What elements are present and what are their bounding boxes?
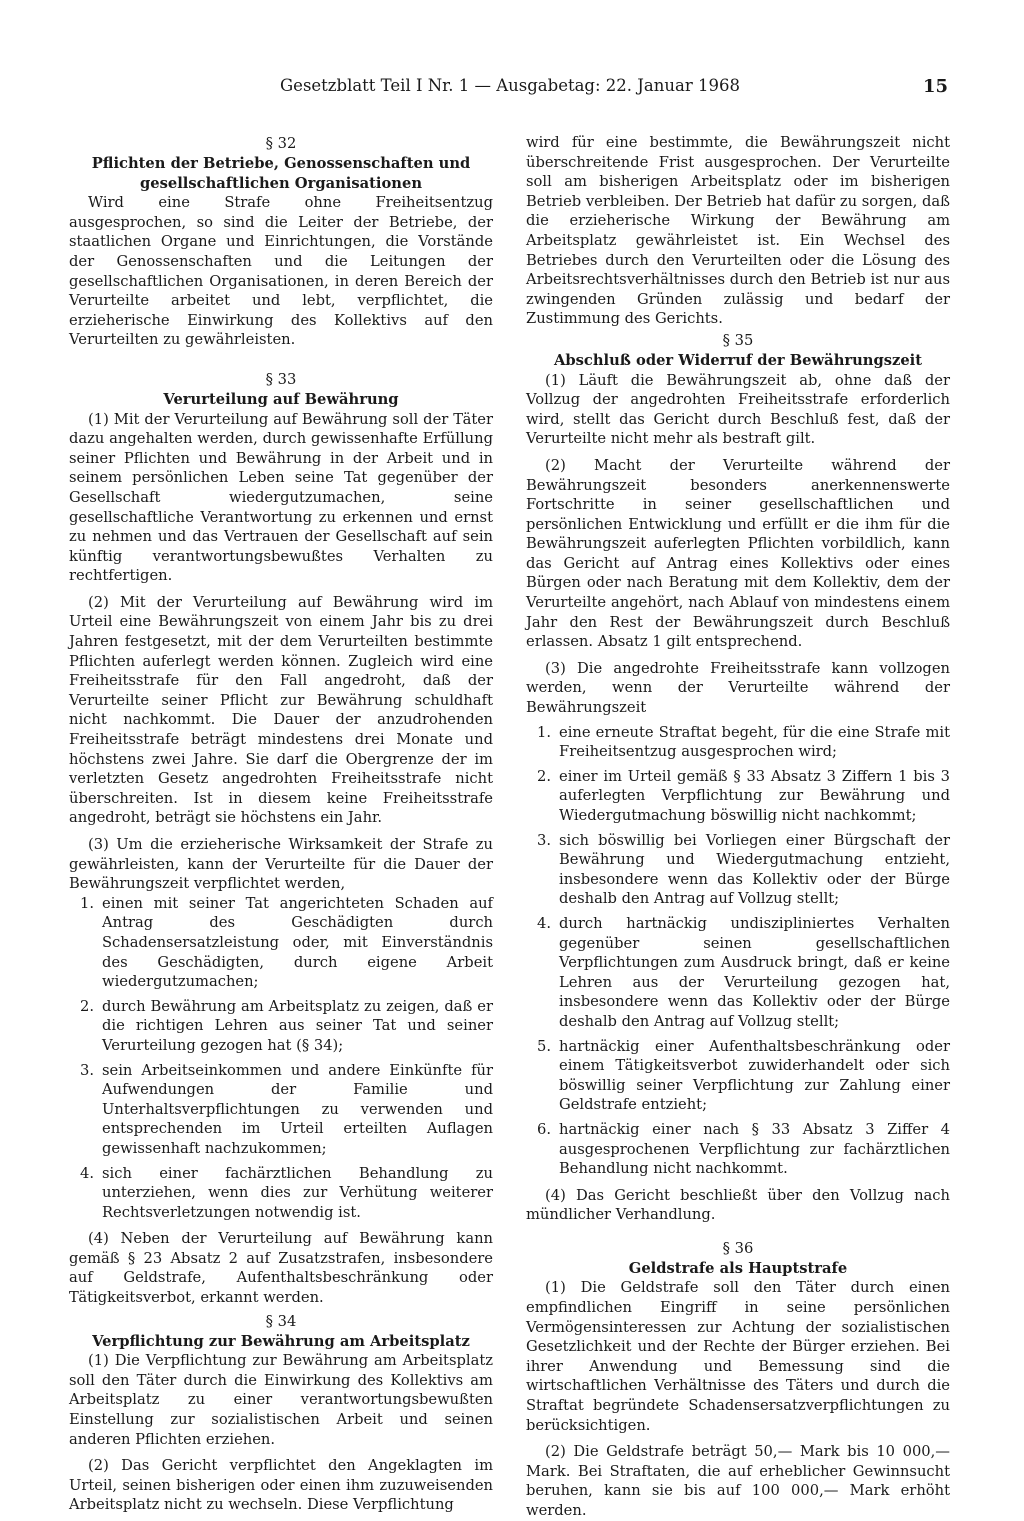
paragraph: (4) Neben der Verurteilung auf Bewährung kann gemäß § 23 Absatz 2 auf Zusatzstrafen, insbesondere auf Geldstrafe, Aufenthaltsbeschränkung oder Tätigkeitsverbot, erkannt werden.	[69, 1230, 493, 1307]
list-item	[526, 767, 950, 826]
list-item	[69, 997, 493, 1056]
list-item	[526, 831, 950, 909]
paragraph: (1) Die Verpflichtung zur Bewährung am Arbeitsplatz soll den Täter durch die Einwirkung des Kollektivs am Arbeitsplatz zu einer verantwortungsbewußten Einstellung zur sozialistischen Arbeit und seinen anderen Pflichten erziehen.	[69, 1352, 493, 1448]
section-number-33: § 33	[265, 370, 297, 388]
paragraph: (2) Das Gericht verpflichtet den Angeklagten im Urteil, seinen bisherigen oder einen ihm zuzuweisenden Arbeitsplatz nicht zu wechseln. Diese Verpflichtung	[69, 1457, 493, 1514]
section-heading-33: Verurteilung auf Bewährung	[163, 390, 399, 408]
list-item-text: einen mit seiner Tat angerichteten Schaden auf Antrag des Geschädigten durch Schadensersatzleistung oder, mit Einverständnis des Geschädigten, durch eigene Arbeit wiedergutzumachen;	[102, 894, 493, 991]
left-column	[69, 134, 493, 1515]
page-header	[280, 76, 948, 104]
paragraph: (3) Die angedrohte Freiheitsstrafe kann vollzogen werden, wenn der Verurteilte während der Bewährungszeit	[526, 659, 950, 717]
list-item-text: einer im Urteil gemäß § 33 Absatz 3 Ziffern 1 bis 3 auferlegten Verpflichtung zur Bewährung und Wiedergutmachung böswillig nicht nachkommt;	[559, 767, 950, 824]
paragraph: (4) Das Gericht beschließt über den Vollzug nach mündlicher Verhandlung.	[526, 1186, 950, 1224]
paragraph: (3) Um die erzieherische Wirksamkeit der Strafe zu gewährleisten, kann der Verurteilte für die Dauer der Bewährungszeit verpflichtet werden,	[69, 836, 493, 893]
section-heading-32-line2: gesellschaftlichen Organisationen	[139, 174, 423, 192]
list-item-text: eine erneute Straftat begeht, für die eine Strafe mit Freiheitsentzug ausgesprochen wird;	[559, 723, 950, 761]
list-item-number: 2.	[80, 997, 95, 1015]
list-item-text: durch Bewährung am Arbeitsplatz zu zeigen, daß er die richtigen Lehren aus seiner Tat und seiner Verurteilung gezogen hat (§ 34);	[102, 997, 493, 1054]
section-number-36: § 36	[722, 1239, 754, 1257]
paragraph: Wird eine Strafe ohne Freiheitsentzug ausgesprochen, so sind die Leiter der Betriebe, der staatlichen Organe und Einrichtungen, die Vorstände der Genossenschaften und die Leitungen der gesellschaftlichen Organisationen, in deren Bereich der Verurteilte arbeitet und lebt, verpflichtet, die erzieherische Einwirkung des Kollektivs auf den Verurteilten zu gewährleisten.	[69, 194, 493, 349]
list-item-number: 6.	[537, 1120, 552, 1138]
list-item	[69, 1164, 493, 1223]
section-number-34: § 34	[265, 1312, 297, 1330]
paragraph: (1) Läuft die Bewährungszeit ab, ohne daß der Vollzug der angedrohten Freiheitsstrafe erforderlich wird, stellt das Gericht durch Beschluß fest, daß der Verurteilte nicht mehr als bestraft gilt.	[526, 371, 950, 448]
list-item-number: 3.	[80, 1061, 95, 1079]
paragraph: (2) Mit der Verurteilung auf Bewährung wird im Urteil eine Bewährungszeit von einem Jahr bis zu drei Jahren festgesetzt, mit der dem Verurteilten bestimmte Pflichten auferlegt werden können. Zugleich wird eine Freiheitsstrafe für den Fall angedroht, daß der Verurteilte seiner Pflicht zur Bewährung schuldhaft nicht nachkommt. Die Dauer der anzudrohenden Freiheitsstrafe beträgt mindestens drei Monate und höchstens zwei Jahre. Sie darf die Obergrenze der im verletzten Gesetz angedrohten Freiheitsstrafe nicht überschreiten. Ist in diesem keine Freiheitsstrafe angedroht, beträgt sie höchstens ein Jahr.	[69, 593, 493, 827]
list-item-text: sich einer fachärztlichen Behandlung zu unterziehen, wenn dies zur Verhütung weiterer Rechtsverletzungen notwendig ist.	[102, 1164, 493, 1221]
right-column	[526, 133, 950, 1521]
list-item-number: 1.	[80, 894, 95, 912]
gazette-title: Gesetzblatt Teil I Nr. 1 — Ausgabetag: 22. Januar 1968	[280, 76, 740, 95]
list-item	[526, 723, 950, 762]
section-heading-36: Geldstrafe als Hauptstrafe	[628, 1259, 848, 1277]
paragraph: (2) Macht der Verurteilte während der Bewährungszeit besonders anerkennenswerte Fortschritte in seiner gesellschaftlichen und persönlichen Entwicklung und erfüllt er die ihm für die Bewährungszeit auferlegten Pflichten vorbildlich, kann das Gericht auf Antrag eines Kollektivs oder eines Bürgen oder nach Beratung mit dem Kollektiv, dem der Verurteilte angehört, nach Ablauf von mindestens einem Jahr den Rest der Bewährungszeit durch Beschluß erlassen. Absatz 1 gilt entsprechend.	[526, 456, 950, 651]
paragraph: wird für eine bestimmte, die Bewährungszeit nicht überschreitende Frist ausgesprochen. Der Verurteilte soll am bisherigen Arbeitsplatz oder im bisherigen Betrieb verbleiben. Der Betrieb hat dafür zu sorgen, daß die erzieherische Wirkung der Bewährung am Arbeitsplatz gewährleistet ist. Ein Wechsel des Betriebes durch den Verurteilten oder die Lösung des Arbeitsrechtsverhältnisses durch den Betrieb ist nur aus zwingenden Gründen zulässig und bedarf der Zustimmung des Gerichts.	[526, 134, 950, 328]
list-item	[526, 914, 950, 1032]
list-item-number: 4.	[80, 1164, 95, 1182]
list-item	[526, 1037, 950, 1115]
list-item-text: sein Arbeitseinkommen und andere Einkünfte für Aufwendungen der Familie und Unterhaltsverpflichtungen zu verwenden und entsprechenden im Urteil erteilten Auflagen gewissenhaft nachzukommen;	[102, 1061, 493, 1157]
paragraph: (1) Die Geldstrafe soll den Täter durch einen empfindlichen Eingriff in seine persönlichen Vermögensinteressen zur Achtung der sozialistischen Gesetzlichkeit und der Rechte der Bürger erziehen. Bei ihrer Anwendung und Bemessung sind die wirtschaftlichen Verhältnisse des Täters und durch die Straftat begründete Schadensersatzverpflichtungen zu berücksichtigen.	[526, 1279, 950, 1434]
list-item-text: durch hartnäckig undiszipliniertes Verhalten gegenüber seinen gesellschaftlichen Verpflichtungen zum Ausdruck bringt, daß er keine Lehren aus der Verurteilung gezogen hat, insbesondere wenn das Kollektiv oder der Bürge deshalb den Antrag auf Vollzug stellt;	[559, 914, 950, 1030]
list-item-number: 1.	[537, 723, 552, 741]
section-number-35: § 35	[722, 331, 754, 349]
section-heading-34: Verpflichtung zur Bewährung am Arbeitsplatz	[92, 1332, 470, 1350]
list-item-number: 5.	[537, 1037, 552, 1055]
paragraph: (1) Mit der Verurteilung auf Bewährung soll der Täter dazu angehalten werden, durch gewissenhafte Erfüllung seiner Pflichten und Bewährung in der Arbeit und in seinem persönlichen Leben seine Tat gegenüber der Gesellschaft wiedergutzumachen, seine gesellschaftliche Verantwortung zu erkennen und ernst zu nehmen und das Vertrauen der Gesellschaft auf sein künftig verantwortungsbewußtes Verhalten zu rechtfertigen.	[69, 410, 493, 585]
list-item	[69, 1061, 493, 1159]
list-item	[526, 1120, 950, 1179]
list-item-text: hartnäckig einer Aufenthaltsbeschränkung oder einem Tätigkeitsverbot zuwiderhandelt oder sich böswillig seiner Verpflichtung zur Zahlung einer Geldstrafe entzieht;	[559, 1037, 950, 1114]
section-heading-35: Abschluß oder Widerruf der Bewährungszeit	[553, 351, 923, 369]
section-heading-32-line1: Pflichten der Betriebe, Genossenschaften und	[91, 155, 471, 172]
list-item-number: 3.	[537, 831, 552, 849]
section-number-32: § 32	[265, 135, 297, 152]
list-item-text: hartnäckig einer nach § 33 Absatz 3 Ziffer 4 ausgesprochenen Verpflichtung zur fachärztlichen Behandlung nicht nachkommt.	[559, 1120, 950, 1178]
page-number: 15	[922, 76, 948, 97]
paragraph: (2) Die Geldstrafe beträgt 50,— Mark bis 10 000,— Mark. Bei Straftaten, die auf erheblicher Gewinnsucht beruhen, kann sie bis auf 100 000,— Mark erhöht werden.	[526, 1443, 950, 1519]
list-item	[69, 894, 493, 992]
list-item-number: 4.	[537, 914, 552, 932]
list-item-text: sich böswillig bei Vorliegen einer Bürgschaft der Bewährung und Wiedergutmachung entzieht, insbesondere wenn das Kollektiv oder der Bürge deshalb den Antrag auf Vollzug stellt;	[559, 831, 950, 908]
list-item-number: 2.	[537, 767, 552, 785]
